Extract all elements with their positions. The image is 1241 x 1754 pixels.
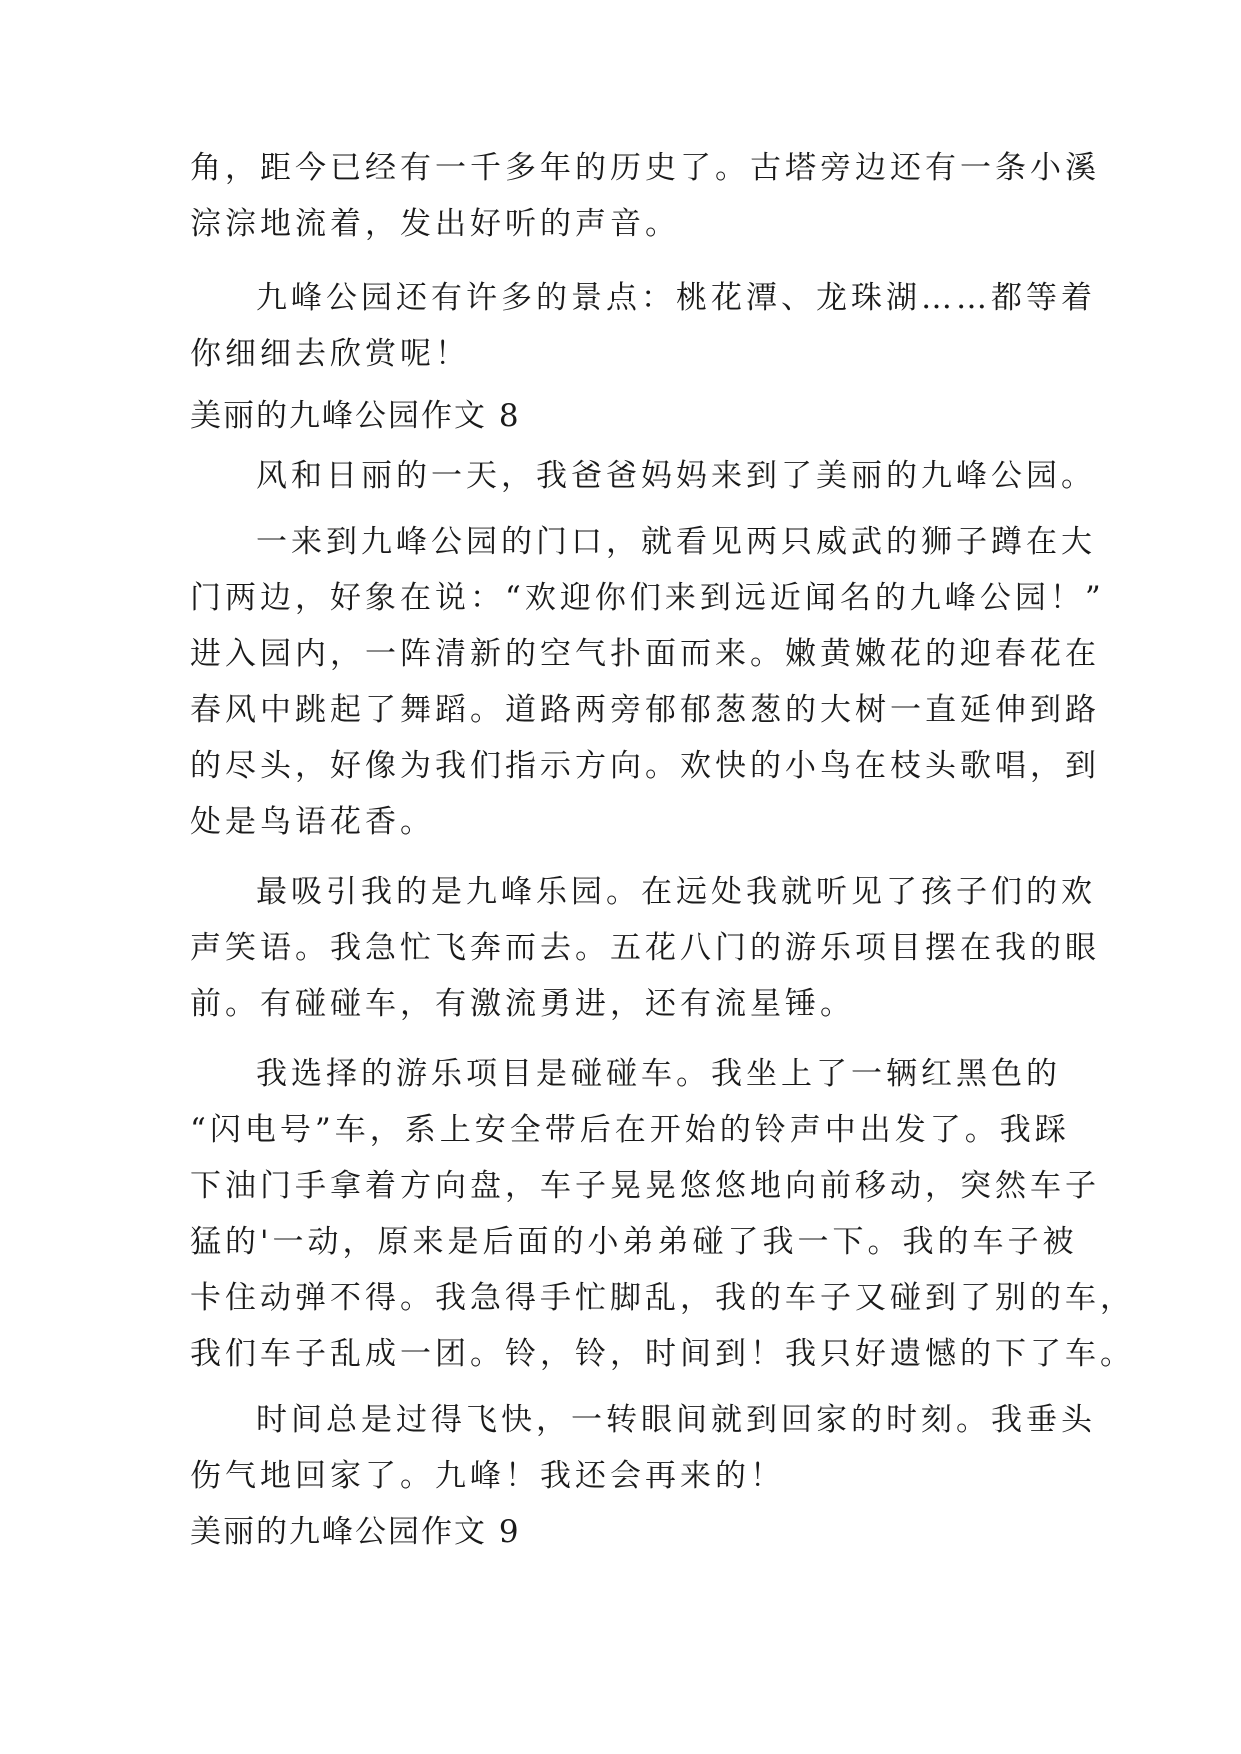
- text-line: 下油门手拿着方向盘，车子晃晃悠悠地向前移动，突然车子: [190, 1168, 1100, 1204]
- text-line: 处是鸟语花香。: [190, 804, 435, 840]
- text-line: 淙淙地流着，发出好听的声音。: [190, 206, 680, 242]
- text-line: 猛的'一动，原来是后面的小弟弟碰了我一下。我的车子被: [190, 1224, 1078, 1260]
- text-line: 角，距今已经有一千多年的历史了。古塔旁边还有一条小溪: [190, 150, 1100, 186]
- text-line: 一来到九峰公园的门口，就看见两只威武的狮子蹲在大: [256, 524, 1096, 560]
- text-line: 门两边，好象在说：“欢迎你们来到远近闻名的九峰公园！”: [190, 580, 1105, 616]
- text-line: 我选择的游乐项目是碰碰车。我坐上了一辆红黑色的: [256, 1056, 1061, 1092]
- text-line: 的尽头，好像为我们指示方向。欢快的小鸟在枝头歌唱，到: [190, 748, 1100, 784]
- text-line: 卡住动弹不得。我急得手忙脚乱，我的车子又碰到了别的车，: [190, 1280, 1135, 1316]
- text-line: 我们车子乱成一团。铃，铃，时间到！我只好遗憾的下了车。: [190, 1336, 1135, 1372]
- text-line: 时间总是过得飞快，一转眼间就到回家的时刻。我垂头: [256, 1402, 1096, 1438]
- text-line: 九峰公园还有许多的景点：桃花潭、龙珠湖……都等着: [256, 280, 1096, 316]
- text-line: 最吸引我的是九峰乐园。在远处我就听见了孩子们的欢: [256, 874, 1096, 910]
- section-heading: 美丽的九峰公园作文 9: [190, 1514, 521, 1550]
- text-line: 你细细去欣赏呢！: [190, 336, 470, 372]
- text-line: 前。有碰碰车，有激流勇进，还有流星锤。: [190, 986, 855, 1022]
- text-line: 风和日丽的一天，我爸爸妈妈来到了美丽的九峰公园。: [256, 458, 1096, 494]
- text-line: 春风中跳起了舞蹈。道路两旁郁郁葱葱的大树一直延伸到路: [190, 692, 1100, 728]
- text-line: 伤气地回家了。九峰！我还会再来的！: [190, 1458, 785, 1494]
- section-heading: 美丽的九峰公园作文 8: [190, 398, 521, 434]
- text-line: 声笑语。我急忙飞奔而去。五花八门的游乐项目摆在我的眼: [190, 930, 1100, 966]
- text-line: “闪电号”车，系上安全带后在开始的铃声中出发了。我踩: [190, 1112, 1070, 1148]
- text-line: 进入园内，一阵清新的空气扑面而来。嫩黄嫩花的迎春花在: [190, 636, 1100, 672]
